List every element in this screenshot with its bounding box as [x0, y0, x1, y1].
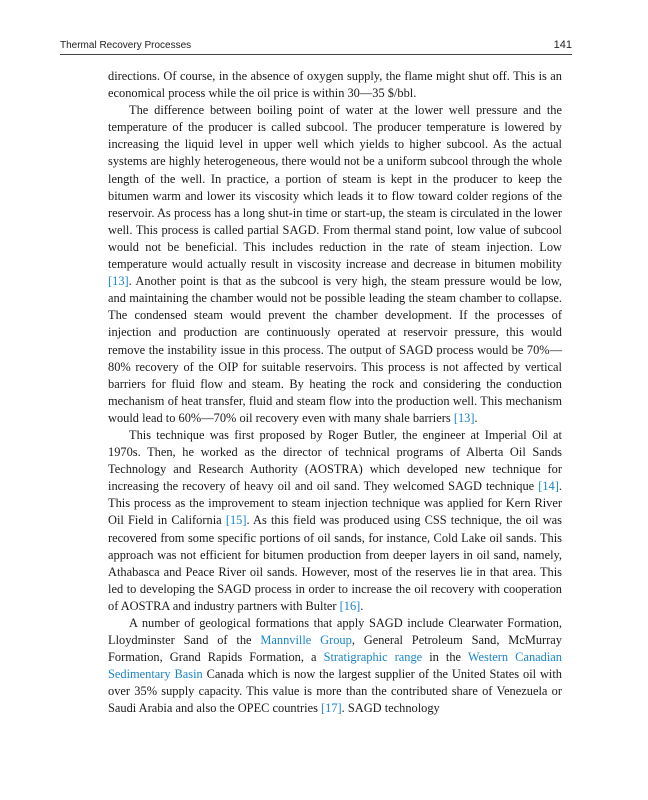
link-western-canadian-sedimentary-basin[interactable]: Western Canadian Sedimentary Basin — [108, 650, 562, 682]
paragraph-text: directions. Of course, in the absence of oxygen supply, the flame might shut off. This is an economical process while the oil price is within 30—35 $/bbl. — [108, 69, 562, 101]
citation-15[interactable]: [15] — [225, 513, 247, 528]
paragraph — [108, 68, 562, 102]
header-rule — [60, 54, 572, 55]
paragraph-text: Canada which is now the largest supplier of the United States oil with over 35% supply capacity. This value is more than the contributed share of Venezuela or Saudi Arabia and also the OPEC countries — [108, 667, 562, 716]
paragraph-text: . Another point is that as the subcool is very high, the steam pressure would be low, and maintaining the chamber would not be possible leading the steam chamber to collapse. The condensed steam would prevent the chamber development. If the processes of injection and production are continuously operated at reservoir pressure, this would remove the instability issue in this process. The output of SAGD process would be 70%—80% recovery of the OIP for suitable reservoirs. This process is not affected by vertical barriers for fluid flow and steam. By heating the rock and considering the conduction mechanism of heat transfer, fluid and steam flow into the production well. This mechanism would lead to 60%—70% oil recovery even with many shale barriers — [108, 274, 562, 425]
citation-17[interactable]: [17] — [321, 701, 342, 716]
paragraph — [108, 615, 562, 718]
paragraph-text: . SAGD technology — [341, 701, 440, 716]
citation-13[interactable]: [13] — [453, 410, 475, 425]
citation-16[interactable]: [16] — [339, 598, 361, 613]
paragraph — [108, 102, 562, 427]
paragraph-text: . — [474, 410, 478, 425]
paragraph-text: . As this field was produced using CSS technique, the oil was recovered from some specific portions of oil sands, for instance, Cold Lake oil sands. This approach was not efficient for bitumen production from deeper layers in oil sand, namely, Athabasca and Peace River oil sands. However, most of the reserves lie in that area. This led to developing the SAGD process in order to increase the oil recovery with cooperation of AOSTRA and industry partners with Bulter — [108, 513, 562, 613]
citation-14[interactable]: [14] — [538, 479, 559, 494]
running-title: Thermal Recovery Processes — [60, 40, 192, 51]
body-text — [108, 68, 562, 718]
link-stratigraphic-range[interactable]: Stratigraphic range — [323, 650, 423, 665]
paragraph-text: A number of geological formations that apply SAGD include Clearwater Formation, Lloydminster Sand of the — [108, 616, 562, 648]
paragraph-text: , General Petroleum Sand, McMurray Formation, Grand Rapids Formation, a — [108, 633, 562, 665]
link-mannville-group[interactable]: Mannville Group — [260, 633, 352, 648]
citation-13[interactable]: [13] — [108, 274, 129, 289]
paragraph-text: in the — [422, 650, 468, 665]
paragraph-text: . — [360, 598, 364, 613]
paragraph-text: This technique was first proposed by Roger Butler, the engineer at Imperial Oil at 1970s. Then, he worked as the director of technical programs of Alberta Oil Sands Technology and Research Authority (AOSTRA) which developed new technique for increasing the recovery of heavy oil and oil sand. They welcomed SAGD technique — [108, 427, 562, 494]
paragraph-text: The difference between boiling point of water at the lower well pressure and the temperature of the producer is called subcool. The producer temperature is lowered by increasing the liquid level in upper well which yields to higher subcool. As the actual systems are highly heterogeneous, there would not be a uniform subcool through the whole length of the well. In practice, a portion of steam is kept in the producer to keep the bitumen warm and lower its viscosity which leads it to flow toward colder regions of the reservoir. As process has a long shut-in time or start-up, the steam is circulated in the lower well. This process is called partial SAGD. From thermal stand point, low value of subcool would not be beneficial. This includes reduction in the rate of steam injection. Low temperature would actually result in viscosity increase and decrease in bitumen mobility — [108, 103, 562, 272]
paragraph-text: . This process as the improvement to steam injection technique was applied for Kern River Oil Field in California — [108, 479, 562, 528]
page-number: 141 — [553, 39, 572, 51]
paragraph — [108, 427, 562, 615]
